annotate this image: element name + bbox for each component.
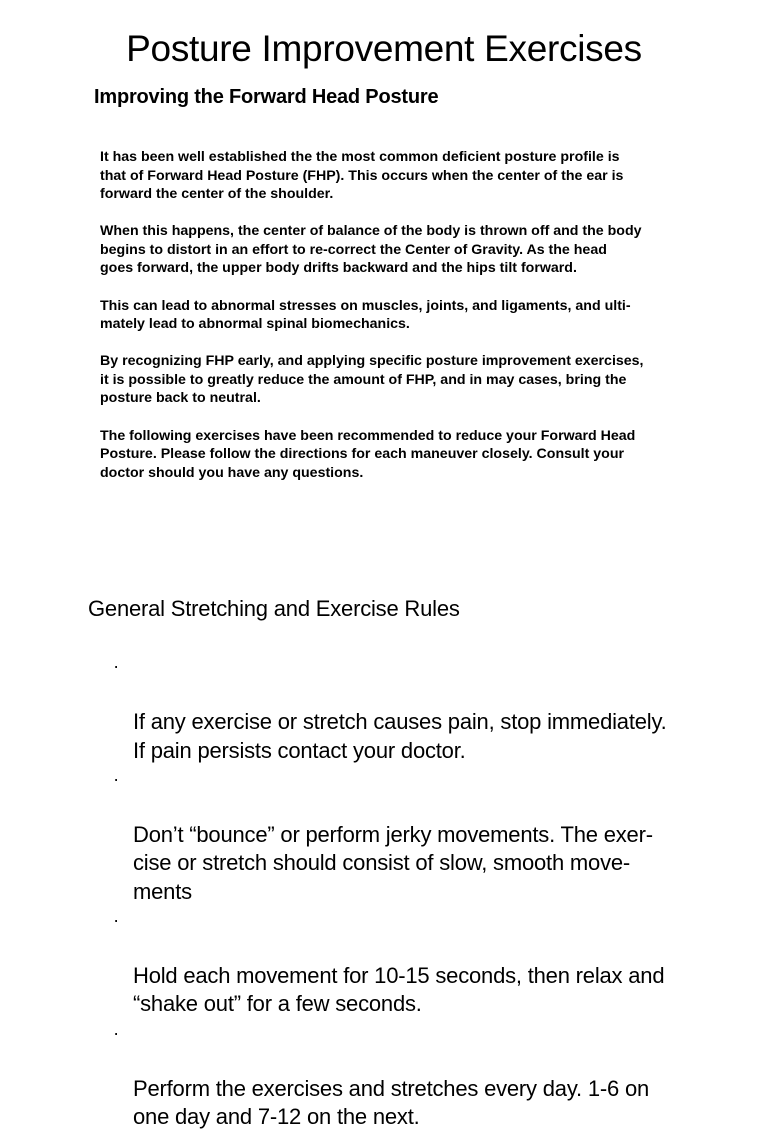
intro-paragraph: When this happens, the center of balance of the body is thrown off and the body begins to distort in an effort to re-correct the Center of Gravity. As the head goes forward, the upper body drifts backward and the hips tilt forward. [100,223,642,277]
page-title: Posture Improvement Exercises [126,28,642,69]
rule-text: Don’t “bounce” or perform jerky movements. The exer- cise or stretch should consist of slow, smooth move- ments [133,822,653,904]
intro-paragraph: It has been well established the the most common deficient posture profile is that of Forward Head Posture (FHP). This occurs when the center of the ear is forward the center of the shoulder. [100,149,624,203]
intro-paragraph: This can lead to abnormal stresses on muscles, joints, and ligaments, and ulti- mately lead to abnormal spinal biomechanics. [100,297,631,333]
rule-item [110,652,710,765]
rule-text: Perform the exercises and stretches every day. 1-6 on one day and 7-12 on the next. [133,1076,650,1130]
bullet-icon: · [113,768,119,789]
rule-item [110,906,710,1019]
rule-text: If any exercise or stretch causes pain, stop immediately. If pain persists contact your doctor. [133,709,667,763]
rule-text: Hold each movement for 10-15 seconds, then relax and “shake out” for a few seconds. [133,963,665,1017]
intro-text [100,148,675,501]
rule-item [110,1019,710,1131]
rules-list [110,652,710,1131]
intro-paragraph: By recognizing FHP early, and applying specific posture improvement exercises, it is possible to greatly reduce the amount of FHP, and in may cases, bring the posture back to neutral. [100,353,644,407]
intro-paragraph: The following exercises have been recommended to reduce your Forward Head Posture. Please follow the directions for each maneuver closely. Consult your doctor should you have any questions. [100,427,636,481]
rule-item [110,765,710,906]
bullet-icon: · [113,909,119,930]
bullet-icon: · [113,656,119,676]
bullet-icon: · [113,1022,119,1043]
section-subtitle: Improving the Forward Head Posture [94,86,439,108]
rules-heading: General Stretching and Exercise Rules [88,596,460,621]
